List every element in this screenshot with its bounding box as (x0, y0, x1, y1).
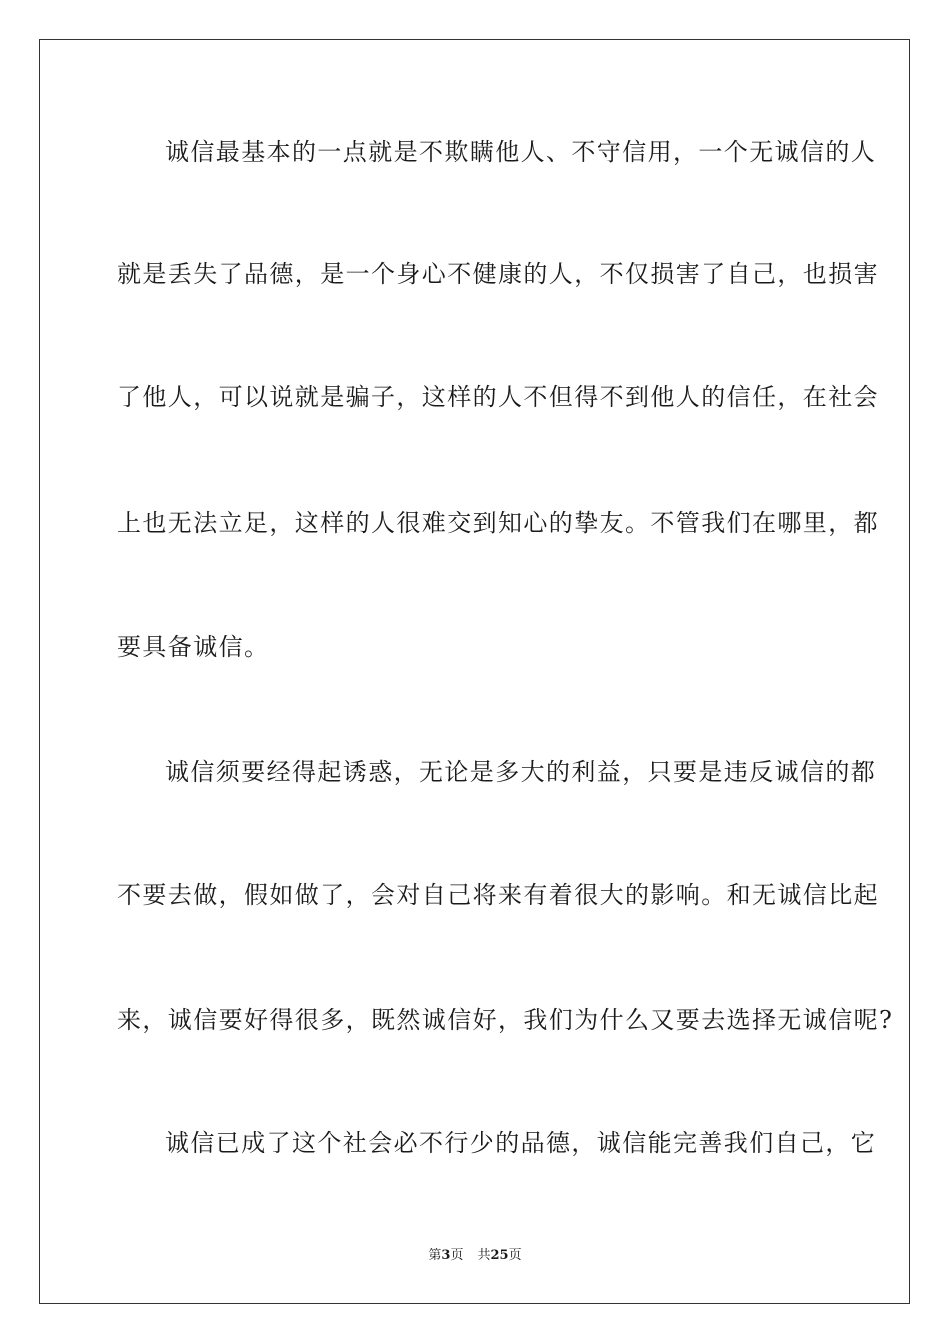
paragraph-3-line-1: 诚信已成了这个社会必不行少的品德，诚信能完善我们自己，它 (165, 1129, 877, 1157)
paragraph-1-line-2: 就是丢失了品德，是一个身心不健康的人，不仅损害了自己，也损害 (117, 260, 879, 288)
paragraph-1-line-5: 要具备诚信。 (117, 633, 270, 661)
total-pages: 25 (490, 1248, 509, 1263)
page-number: 3 (441, 1248, 451, 1263)
paragraph-2-line-1: 诚信须要经得起诱惑，无论是多大的利益，只要是违反诚信的都 (165, 758, 877, 786)
total-suffix: 页 (508, 1248, 522, 1263)
paragraph-1-line-4: 上也无法立足，这样的人很难交到知心的挚友。不管我们在哪里，都 (117, 509, 879, 537)
paragraph-1-line-1: 诚信最基本的一点就是不欺瞒他人、不守信用，一个无诚信的人 (165, 138, 877, 166)
paragraph-2-line-3: 来，诚信要好得很多，既然诚信好，我们为什么又要去选择无诚信呢? (117, 1006, 894, 1034)
page-border (39, 39, 910, 1304)
page-suffix: 页 (450, 1248, 464, 1263)
page-footer (0, 1247, 950, 1265)
paragraph-1-line-3: 了他人，可以说就是骗子，这样的人不但得不到他人的信任，在社会 (117, 383, 879, 411)
paragraph-2-line-2: 不要去做，假如做了，会对自己将来有着很大的影响。和无诚信比起 (117, 881, 879, 909)
total-prefix: 共 (477, 1248, 491, 1263)
page-prefix: 第 (428, 1248, 442, 1263)
